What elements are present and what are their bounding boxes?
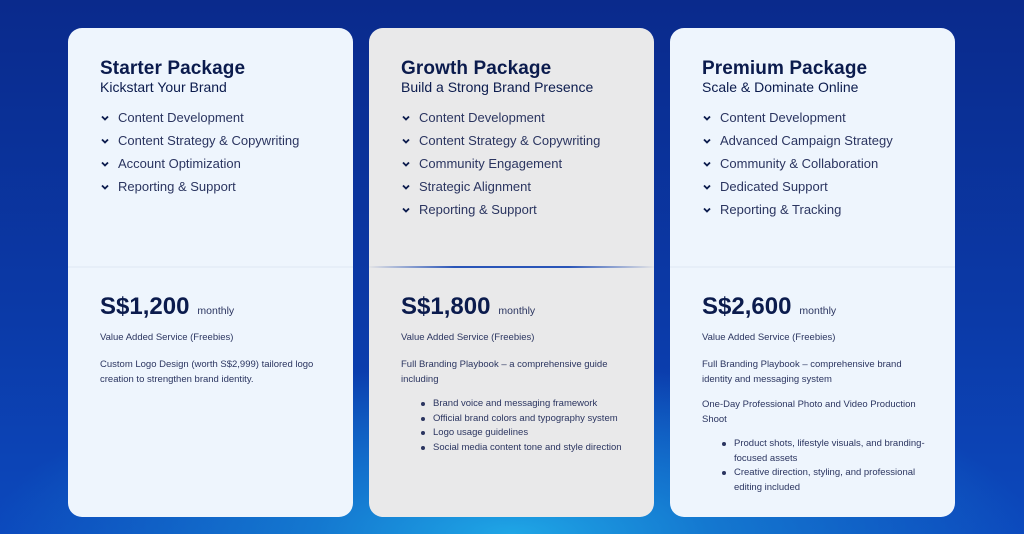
feature-list xyxy=(100,106,299,198)
chevron-down-icon xyxy=(100,136,110,146)
feature-label: Reporting & Support xyxy=(419,202,537,217)
chevron-down-icon xyxy=(401,136,411,146)
feature-item xyxy=(401,129,600,152)
chevron-down-icon xyxy=(100,182,110,192)
value-added-label: Value Added Service (Freebies) xyxy=(401,332,535,343)
chevron-down-icon xyxy=(401,113,411,123)
feature-item xyxy=(100,152,299,175)
feature-label: Reporting & Tracking xyxy=(720,202,842,217)
freebie-bullet: Logo usage guidelines xyxy=(421,426,631,441)
package-title: Premium Package xyxy=(702,58,868,79)
feature-label: Dedicated Support xyxy=(720,179,828,194)
feature-item xyxy=(702,152,893,175)
chevron-down-icon xyxy=(702,113,712,123)
freebie-bullet: Brand voice and messaging framework xyxy=(421,397,631,412)
feature-item xyxy=(702,175,893,198)
feature-item xyxy=(100,175,299,198)
freebie-description: Custom Logo Design (worth S$2,999) tailored logo creation to strengthen brand identity. xyxy=(100,359,314,385)
premium-package-card xyxy=(670,28,955,517)
feature-label: Content Strategy & Copywriting xyxy=(118,133,300,148)
chevron-down-icon xyxy=(702,205,712,215)
freebie-bullet: Social media content tone and style direction xyxy=(421,441,631,456)
chevron-down-icon xyxy=(401,159,411,169)
freebie-bullet: Creative direction, styling, and professional editing included xyxy=(722,466,932,495)
value-added-label: Value Added Service (Freebies) xyxy=(702,332,836,343)
value-added-label: Value Added Service (Freebies) xyxy=(100,332,234,343)
price-period: monthly xyxy=(197,305,235,317)
feature-item xyxy=(401,175,600,198)
package-subtitle: Kickstart Your Brand xyxy=(100,79,227,95)
chevron-down-icon xyxy=(401,205,411,215)
chevron-down-icon xyxy=(100,159,110,169)
chevron-down-icon xyxy=(100,113,110,123)
feature-label: Community & Collaboration xyxy=(720,156,879,171)
feature-label: Community Engagement xyxy=(419,156,563,171)
package-title: Growth Package xyxy=(401,58,552,79)
feature-label: Content Development xyxy=(419,110,545,125)
feature-item xyxy=(100,129,299,152)
starter-package-card xyxy=(68,28,353,517)
feature-list xyxy=(702,106,893,221)
feature-label: Content Development xyxy=(118,110,244,125)
feature-item xyxy=(702,198,893,221)
package-title: Starter Package xyxy=(100,58,246,79)
freebie-bullet: Official brand colors and typography system xyxy=(421,412,631,427)
price: S$2,600 xyxy=(702,293,792,320)
feature-item xyxy=(100,106,299,129)
price-period: monthly xyxy=(799,305,837,317)
feature-label: Content Strategy & Copywriting xyxy=(419,133,601,148)
feature-label: Content Development xyxy=(720,110,846,125)
price: S$1,200 xyxy=(100,293,190,320)
price-row xyxy=(401,293,535,321)
feature-item xyxy=(401,106,600,129)
freebie-bullet-list xyxy=(722,437,932,495)
chevron-down-icon xyxy=(702,182,712,192)
feature-item xyxy=(401,198,600,221)
card-divider xyxy=(670,266,955,268)
freebie-bullet: Product shots, lifestyle visuals, and branding-focused assets xyxy=(722,437,932,466)
freebie-description-2: One-Day Professional Photo and Video Production Shoot xyxy=(702,399,916,425)
freebie-description: Full Branding Playbook – comprehensive brand identity and messaging system xyxy=(702,359,902,385)
price-row xyxy=(100,293,234,321)
card-divider xyxy=(369,266,654,268)
price-period: monthly xyxy=(498,305,536,317)
growth-package-card xyxy=(369,28,654,517)
feature-item xyxy=(702,129,893,152)
chevron-down-icon xyxy=(401,182,411,192)
feature-item xyxy=(401,152,600,175)
feature-label: Account Optimization xyxy=(118,156,241,171)
freebie-description: Full Branding Playbook – a comprehensive guide including xyxy=(401,359,608,385)
feature-label: Advanced Campaign Strategy xyxy=(720,133,893,148)
feature-list xyxy=(401,106,600,221)
package-subtitle: Scale & Dominate Online xyxy=(702,79,859,95)
price: S$1,800 xyxy=(401,293,491,320)
feature-label: Strategic Alignment xyxy=(419,179,532,194)
feature-item xyxy=(702,106,893,129)
feature-label: Reporting & Support xyxy=(118,179,236,194)
chevron-down-icon xyxy=(702,159,712,169)
package-subtitle: Build a Strong Brand Presence xyxy=(401,79,594,95)
card-divider xyxy=(68,266,353,268)
price-row xyxy=(702,293,836,321)
freebie-bullet-list xyxy=(421,397,631,455)
chevron-down-icon xyxy=(702,136,712,146)
